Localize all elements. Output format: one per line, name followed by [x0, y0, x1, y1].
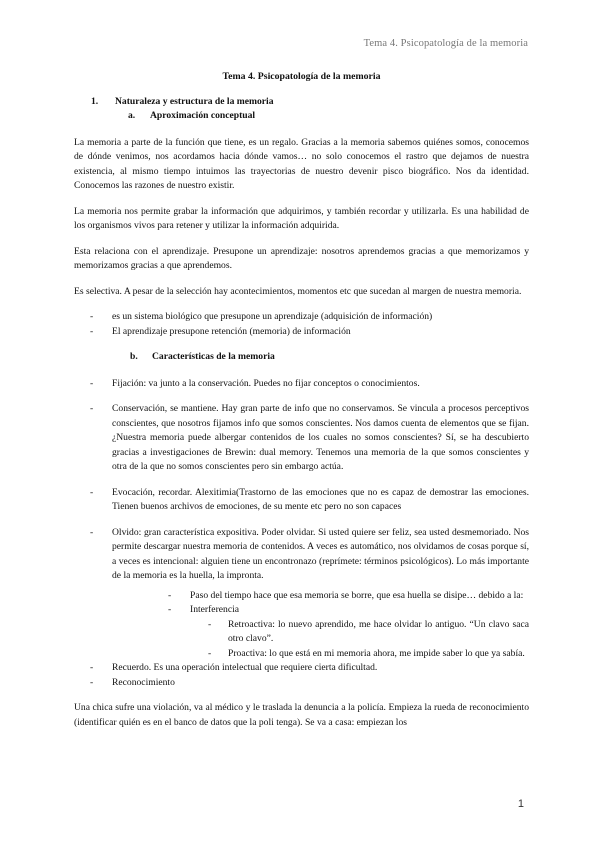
subsection-heading-b — [74, 350, 529, 365]
subsection-title: Aproximación conceptual — [150, 110, 256, 121]
running-header: Tema 4. Psicopatología de la memoria — [363, 38, 528, 49]
list-item: - Evocación, recordar. Alexitimia(Trastorno de las emociones que no es capaz de demostrar las emociones. Tienen buenos archivos de emociones, de su mente etc pero no son capaces — [74, 486, 529, 515]
subsection-title: Características de la memoria — [152, 351, 275, 362]
list-item: - Proactiva: lo que está en mi memoria ahora, me impide saber lo que ya sabía. — [112, 647, 529, 662]
paragraph: La memoria a parte de la función que tiene, es un regalo. Gracias a la memoria sabemos quiénes somos, conocemos de dónde venimos, nos acordamos hacia dónde vamos… no solo conocemos el rastro que dejamos de nuestra existencia, al mismo tiempo intuimos las trayectorias de nuestro devenir pisco biográfico. Nos da identidad. Conocemos las razones de nuestro existir. — [74, 136, 529, 191]
list-item: - El aprendizaje presupone retención (memoria) de información — [74, 325, 529, 340]
nested-list-level-3 — [112, 618, 529, 662]
section-number: 1. — [91, 95, 99, 107]
characteristics-list — [74, 377, 529, 691]
subsection-number: a. — [128, 110, 136, 121]
section-heading — [74, 95, 529, 110]
list-item: - es un sistema biológico que presupone un aprendizaje (adquisición de información) — [74, 310, 529, 325]
list-item-text: Olvido: gran característica expositiva. Poder olvidar. Si usted quiere ser feliz, sea usted desmemoriado. Nos permite descargar nuestra memoria de contenidos. A veces es automático, nos olvidamos de cosas porque sí, a veces es intencional: alguien tiene un encontronazo (reprímete: términos psicológicos). Lo más importante de la memoria es la huella, la impronta. — [112, 526, 529, 581]
paragraph: Esta relaciona con el aprendizaje. Presupone un aprendizaje: nosotros aprendemos gracias a que memorizamos y memorizamos gracias a que aprendemos. — [74, 245, 529, 271]
list-item: - Retroactiva: lo nuevo aprendido, me hace olvidar lo antiguo. “Un clavo saca otro clavo”. — [112, 618, 529, 647]
list-item-text: Interferencia — [190, 604, 239, 615]
list-item: - Reconocimiento — [74, 676, 529, 691]
list-item: - Fijación: va junto a la conservación. Puedes no fijar conceptos o conocimientos. — [74, 377, 529, 392]
paragraph: La memoria nos permite grabar la información que adquirimos, y también recordar y utilizarla. Es una habilidad de los organismos vivos para retener y utilizar la información adquirida. — [74, 205, 529, 231]
paragraph: Es selectiva. A pesar de la selección hay acontecimientos, momentos etc que sucedan al margen de nuestra memoria. — [74, 285, 522, 297]
section-title: Naturaleza y estructura de la memoria — [115, 95, 274, 107]
nested-list — [112, 589, 529, 618]
list-item — [112, 603, 529, 618]
paragraph: Una chica sufre una violación, va al médico y le traslada la denuncia a la policía. Empieza la rueda de reconocimiento (identificar quién es en el banco de datos que la poli tenga). Se va a casa: empiezan los — [74, 702, 529, 728]
subsection-number: b. — [130, 351, 138, 362]
list-item: - Recuerdo. Es una operación intelectual que requiere cierta dificultad. — [74, 661, 529, 676]
document-title: Tema 4. Psicopatología de la memoria — [222, 71, 381, 82]
list-item — [74, 526, 529, 662]
page-number: 1 — [517, 798, 524, 810]
page-body — [74, 70, 529, 741]
list-item: - Paso del tiempo hace que esa memoria se borre, que esa huella se disipe… debido a la: — [112, 589, 529, 604]
list-item: - Conservación, se mantiene. Hay gran parte de info que no conservamos. Se vincula a procesos perceptivos conscientes, que nosotros fijamos info que somos conscientes. Nos damos cuenta de elementos que se fijan. ¿Nuestra memoria puede albergar contenidos de los cuales no somos conscientes? Sí, se ha descubierto gracias a investigaciones de Brewin: dual memory. Tenemos una memoria de la que somos conscientes y otra de la que no somos conscientes pero sin embargo actúa. — [74, 402, 529, 475]
subsection-heading-a — [74, 109, 529, 124]
bullet-list — [74, 310, 529, 339]
